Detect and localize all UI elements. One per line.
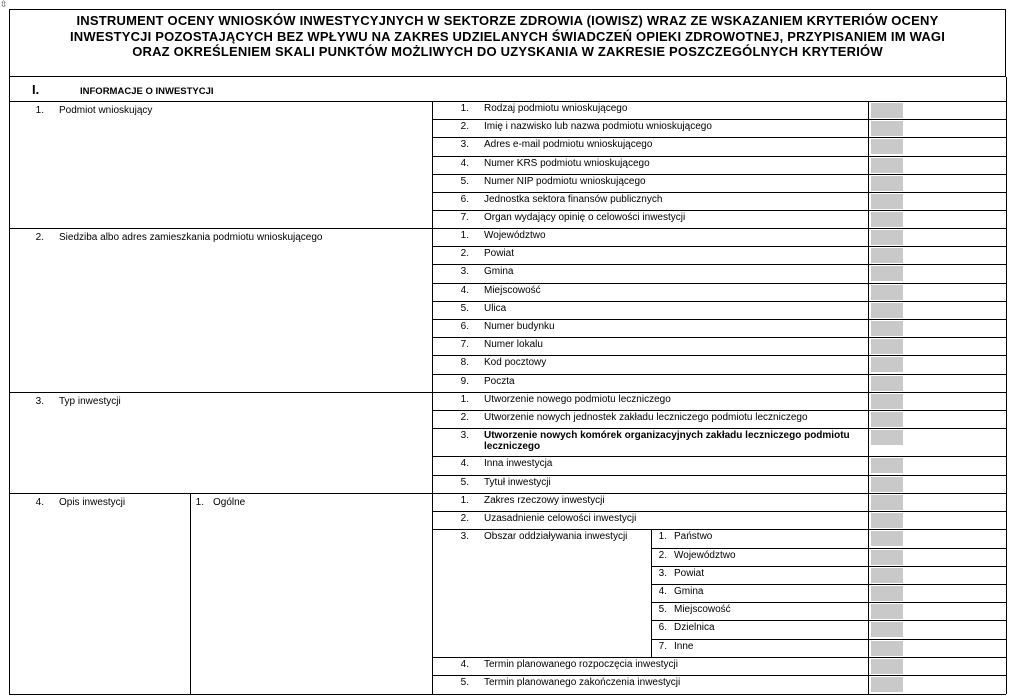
title-line-1: INSTRUMENT OCENY WNIOSKÓW INWESTYCYJNYCH W SEKTORZE ZDROWIA (IOWISZ) WRAZ ZE WSKAZANIEM KRYTERIÓW OCENY (76, 13, 939, 28)
item-label: Rodzaj podmiotu wnioskującego (484, 103, 628, 114)
item-label: Miejscowość (484, 284, 541, 296)
input-field[interactable] (871, 103, 903, 118)
input-field[interactable] (871, 266, 903, 281)
item-label: Jednostka sektora finansów publicznych (484, 194, 663, 205)
item-number: 3. (460, 139, 469, 151)
row-divider (432, 410, 1006, 411)
group-label: Podmiot wnioskujący (59, 105, 153, 116)
item-number: 7. (460, 212, 469, 224)
input-field[interactable] (871, 121, 903, 136)
item-number: 1. (460, 394, 469, 405)
row-divider (651, 602, 1006, 603)
item-label: Ulica (484, 302, 507, 314)
item-label: Termin planowanego zakończenia inwestycji (484, 677, 681, 688)
row-divider (432, 337, 1006, 338)
row-divider (432, 264, 1006, 265)
section-header-divider (9, 101, 1006, 102)
row-divider (432, 511, 1006, 512)
row-divider (432, 374, 1006, 375)
item-label: Województwo (484, 230, 546, 241)
input-field[interactable] (871, 604, 903, 619)
item-number: 5. (460, 476, 469, 488)
item-label: Numer budynku (484, 321, 555, 332)
subitem-label: Inne (674, 640, 694, 652)
input-field[interactable] (871, 430, 903, 445)
item-label: Tytuł inwestycji (484, 476, 551, 488)
subitem-number: 5. (658, 604, 667, 616)
subitem-number: 6. (658, 622, 667, 634)
group-number: 4. (35, 497, 44, 508)
input-field[interactable] (871, 641, 903, 656)
input-field[interactable] (871, 194, 903, 209)
group-divider (9, 493, 1006, 494)
input-field[interactable] (871, 622, 903, 637)
item-label: Utworzenie nowych jednostek zakładu leczniczego podmiotu leczniczego (484, 412, 808, 424)
item-number: 3. (460, 266, 469, 278)
title-line-3: ORAZ OKREŚLENIEM SKALI PUNKTÓW MOŻLIWYCH DO UZYSKANIA W ZAKRESIE POSZCZEGÓLNYCH KRYTERIÓW (132, 44, 883, 59)
item-label: Kod pocztowy (484, 357, 547, 369)
item-number: 1. (460, 230, 469, 241)
input-field[interactable] (871, 357, 903, 372)
item-number: 2. (460, 513, 469, 525)
group-label: Siedziba albo adres zamieszkania podmiotu wnioskującego (59, 232, 323, 243)
input-field[interactable] (871, 531, 903, 546)
item-number: 6. (460, 321, 469, 332)
input-field[interactable] (871, 477, 903, 492)
subitem-label: Państwo (674, 531, 713, 543)
item-label: Organ wydający opinię o celowości inwestycji (484, 212, 686, 224)
row-divider (651, 566, 1006, 567)
row-divider (432, 428, 1006, 429)
row-divider (432, 456, 1006, 457)
input-field[interactable] (871, 212, 903, 227)
input-column-divider (868, 101, 869, 694)
row-divider (432, 319, 1006, 320)
input-field[interactable] (871, 394, 903, 409)
row-divider (651, 639, 1006, 640)
section-number: I. (32, 82, 40, 97)
item-number: 1. (460, 103, 469, 114)
row-divider (432, 210, 1006, 211)
row-divider (432, 355, 1006, 356)
item-label: Numer lokalu (484, 339, 543, 351)
input-field[interactable] (871, 339, 903, 354)
subitem-number: 1. (658, 531, 667, 543)
row-divider (432, 119, 1006, 120)
item-label-cont: leczniczego (484, 441, 541, 453)
row-divider (432, 301, 1006, 302)
subitem-label: Dzielnica (674, 622, 715, 634)
item-label: Termin planowanego rozpoczęcia inwestycji (484, 658, 678, 670)
title-line-2: INWESTYCJI POZOSTAJĄCYCH BEZ WPŁYWU NA ZAKRES UDZIELANYCH ŚWIADCZEŃ OPIEKI ZDROWOTNEJ, PRZYPISANIEM IM WAGI (69, 28, 946, 44)
row-divider (651, 620, 1006, 621)
item-label: Utworzenie nowych komórek organizacyjnych zakładu leczniczego podmiotu (484, 430, 850, 442)
row-divider (432, 192, 1006, 193)
input-field[interactable] (871, 158, 903, 173)
row-divider (432, 137, 1006, 138)
table-bottom-border (9, 694, 1006, 695)
item-number: 3. (460, 430, 469, 442)
row-divider (432, 246, 1006, 247)
group-label: Typ inwestycji (59, 396, 121, 407)
input-field[interactable] (871, 458, 903, 473)
subitem-label: Miejscowość (674, 604, 731, 616)
item-number: 2. (460, 248, 469, 260)
subgroup-label: Ogólne (213, 497, 246, 508)
input-field[interactable] (871, 176, 903, 191)
input-field[interactable] (871, 248, 903, 263)
item-number: 3. (460, 531, 469, 543)
input-field[interactable] (871, 139, 903, 154)
item-number: 4. (460, 458, 469, 470)
item-number: 8. (460, 357, 469, 369)
item-number: 5. (460, 677, 469, 688)
input-field[interactable] (871, 659, 903, 674)
item-label: Utworzenie nowego podmiotu leczniczego (484, 394, 671, 405)
item-label: Obszar oddziaływania inwestycji (484, 531, 628, 543)
group-number: 2. (35, 232, 44, 243)
item-number: 4. (460, 157, 469, 169)
input-field[interactable] (871, 303, 903, 318)
table-anchor-icon: ⇳ (0, 0, 8, 9)
subitem-label: Gmina (674, 586, 704, 597)
input-field[interactable] (871, 586, 903, 601)
subitem-label: Województwo (674, 549, 736, 561)
item-label: Powiat (484, 248, 515, 260)
table-right-border (1006, 77, 1007, 694)
item-number: 7. (460, 339, 469, 351)
group-divider (9, 228, 1006, 229)
item-number: 5. (460, 175, 469, 187)
subitem-number: 3. (658, 567, 667, 579)
input-field[interactable] (871, 513, 903, 528)
area-subcolumn-divider (651, 529, 652, 657)
subitem-number: 4. (658, 586, 667, 597)
input-field[interactable] (871, 677, 903, 692)
item-number: 6. (460, 194, 469, 205)
item-number: 5. (460, 302, 469, 314)
input-field[interactable] (871, 376, 903, 391)
item-label: Imię i nazwisko lub nazwa podmiotu wnioskującego (484, 121, 712, 133)
item-number: 9. (460, 375, 469, 387)
subitem-number: 2. (658, 549, 667, 561)
input-field[interactable] (871, 230, 903, 245)
row-divider (432, 529, 1006, 530)
item-label: Zakres rzeczowy inwestycji (484, 495, 605, 506)
group-number: 3. (35, 396, 44, 407)
subitem-number: 7. (658, 640, 667, 652)
item-label: Inna inwestycja (484, 458, 553, 470)
item-label: Numer KRS podmiotu wnioskującego (484, 157, 650, 169)
item-label: Poczta (484, 375, 515, 387)
item-number: 1. (460, 495, 469, 506)
input-field[interactable] (871, 568, 903, 583)
section-title: INFORMACJE O INWESTYCJI (80, 86, 214, 97)
item-number: 2. (460, 412, 469, 424)
item-label: Gmina (484, 266, 514, 278)
item-number: 2. (460, 121, 469, 133)
group-label: Opis inwestycji (59, 497, 126, 508)
item-label: Numer NIP podmiotu wnioskującego (484, 175, 646, 187)
group-number: 1. (35, 105, 44, 116)
items-column-divider (432, 101, 433, 694)
input-field[interactable] (871, 285, 903, 300)
input-field[interactable] (871, 550, 903, 565)
subgroup-number: 1. (195, 497, 204, 508)
input-field[interactable] (871, 412, 903, 427)
subitem-label: Powiat (674, 567, 705, 579)
table-left-border (9, 77, 10, 694)
item-label: Uzasadnienie celowości inwestycji (484, 513, 637, 525)
row-divider (651, 584, 1006, 585)
input-field[interactable] (871, 321, 903, 336)
group-divider (9, 392, 1006, 393)
item-label: Adres e-mail podmiotu wnioskującego (484, 139, 653, 151)
item-number: 4. (460, 658, 469, 670)
input-field[interactable] (871, 495, 903, 510)
row-divider (432, 675, 1006, 676)
subgroup-divider (190, 493, 191, 694)
item-number: 4. (460, 284, 469, 296)
